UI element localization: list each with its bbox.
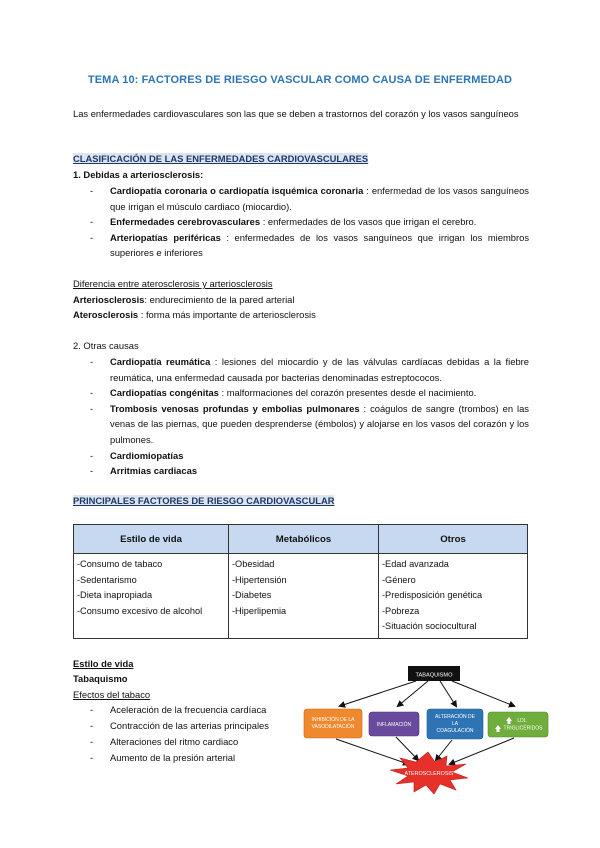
cell-line: -Pobreza [382, 605, 420, 616]
cell-line: -Situación sociocultural [382, 621, 477, 632]
list-item: - Arritmias cardiacas [90, 465, 198, 477]
cell-line: -Sedentarismo [77, 574, 137, 585]
cell-line: -Obesidad [232, 559, 275, 569]
difference-item: Aterosclerosis : forma más importante de arteriosclerosis [73, 309, 316, 320]
cell-line: -Género [382, 574, 416, 585]
risk-heading: PRINCIPALES FACTORES DE RIESGO CARDIOVASCULAR [73, 495, 335, 506]
effects-heading: Efectos del tabaco [73, 689, 151, 700]
group1-title: 1. Debidas a arteriosclerosis: [73, 169, 204, 180]
cell-line: -Consumo excesivo de alcohol [77, 605, 203, 616]
risk-factors-table [73, 524, 528, 639]
cell-line: -Hiperlipemia [232, 605, 287, 616]
list-item: - Enfermedades cerebrovasculares : enfermedades de los vasos que irrigan el cerebro. [90, 216, 477, 228]
list-item: - Alteraciones del ritmo cardiaco [90, 736, 239, 747]
column-header: Metabólicos [229, 525, 379, 554]
arrow [398, 681, 428, 706]
smoking-heading: Tabaquismo [73, 673, 128, 684]
intro-paragraph: Las enfermedades cardiovasculares son las que se deben a trastornos del corazón y los vasos sanguíneos [73, 108, 519, 119]
lipids-label-1: LDL [517, 718, 527, 724]
vasodilation-label-2: VASODILATACIÓN [311, 724, 355, 730]
table-row [74, 554, 528, 639]
atherosclerosis-label: ATEROSCLEROSIS [404, 771, 454, 777]
smoking-effects-diagram [300, 660, 560, 795]
page-title: TEMA 10: FACTORES DE RIESGO VASCULAR COMO CAUSA DE ENFERMEDAD [87, 74, 513, 86]
coagulation-label-3: COAGULACIÓN [436, 728, 474, 734]
cell-line: -Diabetes [232, 590, 272, 601]
group2-title: 2. Otras causas [73, 340, 139, 351]
cell-line: -Edad avanzada [382, 559, 449, 569]
list-item: - Trombosis venosas profundas y embolias pulmonares : coágulos de sangre (trombos) en las venas de las piernas, que pueden desprenderse (émbolos) y alojarse en los vasos del corazón y los pulmones. [90, 402, 529, 445]
difference-item: Arteriosclerosis: endurecimiento de la pared arterial [73, 294, 295, 305]
arrow [452, 681, 514, 706]
arrow [396, 737, 418, 760]
vasodilation-label-1: INHIBICIÓN DE LA [311, 717, 355, 723]
effects-list [73, 702, 269, 766]
list-item: - Cardiopatía reumática : lesiones del miocardio y de las válvulas cardíacas debidas a la fiebre reumática, una enfermedad causada por bacterias denominadas estreptococos. [90, 356, 529, 383]
lipids-label-2: TRIGLICÉRIDOS [503, 725, 543, 732]
coagulation-label-1: ALTERACIÓN DE [435, 714, 475, 720]
arrow [450, 738, 514, 764]
cell-line: -Dieta inapropiada [77, 590, 153, 601]
coagulation-label-2: LA [451, 721, 459, 727]
arrow [336, 739, 408, 764]
lipids-box [488, 712, 548, 737]
cell-line: -Hipertensión [232, 574, 287, 585]
tabaquismo-label: TABAQUISMO [415, 672, 453, 679]
list-item: - Aumento de la presión arterial [90, 752, 236, 763]
group1-list [73, 183, 529, 261]
table-cell-lifestyle [74, 554, 229, 639]
list-item: - Aceleración de la frecuencia cardíaca [90, 704, 267, 715]
list-item: - Contracción de las arterias principales [90, 720, 269, 731]
column-header: Estilo de vida [74, 525, 229, 554]
cell-line: -Predisposición genética [382, 590, 483, 601]
group2-list [73, 354, 529, 479]
list-item: - Cardiopatía coronaria o cardiopatía isquémica coronaria : enfermedad de los vasos sanguíneos que irrigan el músculo cardiaco (miocardio). [90, 185, 529, 212]
list-item: - Arteriopatías periféricas : enfermedades de los vasos sanguíneos que irrigan los miembros superiores e inferiores [90, 231, 530, 259]
arrow [340, 681, 416, 706]
cell-line: -Consumo de tabaco [77, 559, 163, 569]
column-header: Otros [379, 525, 528, 554]
table-cell-others [379, 554, 528, 639]
difference-heading: Diferencia entre aterosclerosis y arteriosclerosis [73, 278, 273, 289]
arrow [440, 681, 456, 706]
arrow [436, 740, 452, 760]
lifestyle-heading: Estilo de vida [73, 658, 134, 669]
list-item: - Cardiopatías congénitas : malformaciones del corazón presentes desde el nacimiento. [90, 387, 477, 399]
table-header-row [74, 525, 528, 554]
list-item: - Cardiomiopatías [90, 449, 184, 461]
table-cell-metabolic [229, 554, 379, 639]
classification-heading: CLASIFICACIÓN DE LAS ENFERMEDADES CARDIOVASCULARES [73, 153, 369, 164]
inflammation-label: INFLAMACIÓN [376, 722, 412, 728]
